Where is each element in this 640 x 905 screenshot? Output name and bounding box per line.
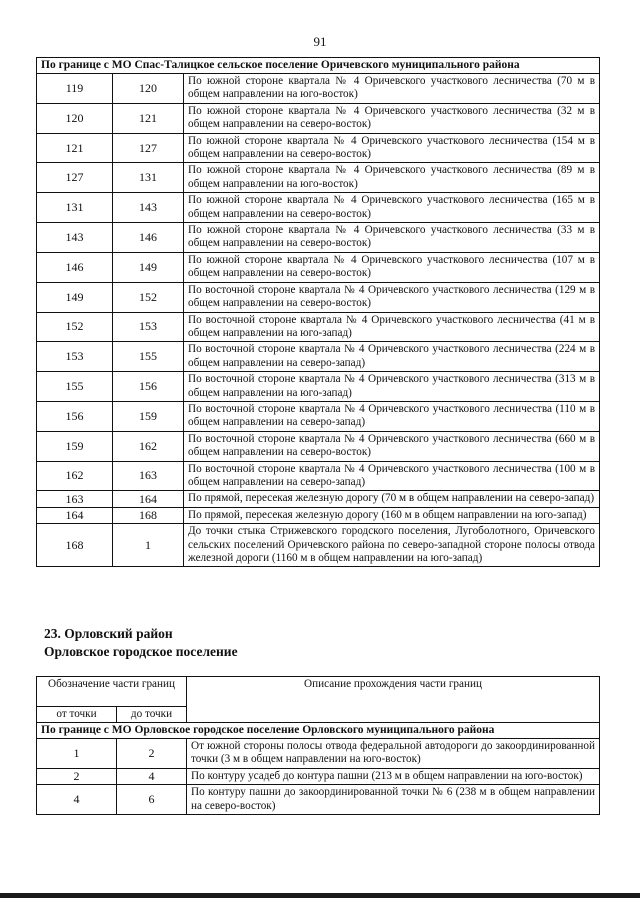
boundary-description: По восточной стороне квартала № 4 Оричевского участкового лесничества (41 м в общем направлении на юго-запад) [184,312,600,342]
point-from: 164 [37,507,113,523]
boundary-description: От южной стороны полосы отвода федеральной автодороги до закоординированной точки (3 м в общем направлении на юго-восток) [187,739,600,769]
table-row [37,431,600,461]
boundary-description: По восточной стороне квартала № 4 Оричевского участкового лесничества (129 м в общем направлении на северо-восток) [184,282,600,312]
point-from: 143 [37,223,113,253]
point-to: 164 [113,491,184,507]
section-row [37,58,600,74]
boundary-description: По прямой, пересекая железную дорогу (160 м в общем направлении на юго-запад) [184,507,600,523]
point-from: 146 [37,252,113,282]
point-to: 1 [113,524,184,567]
point-to: 155 [113,342,184,372]
point-to: 153 [113,312,184,342]
section-title: По границе с МО Орловское городское поселение Орловского муниципального района [37,723,600,739]
point-from: 131 [37,193,113,223]
table-row [37,461,600,491]
table-row [37,768,600,784]
table-row [37,193,600,223]
table-row [37,74,600,104]
boundary-description: По восточной стороне квартала № 4 Оричевского участкового лесничества (313 м в общем направлении на юго-запад) [184,372,600,402]
point-to: 159 [113,401,184,431]
table-row [37,401,600,431]
point-from: 153 [37,342,113,372]
table-row [37,785,600,815]
section-row [37,723,600,739]
boundary-description: По южной стороне квартала № 4 Оричевского участкового лесничества (33 м в общем направлении на северо-восток) [184,223,600,253]
point-to: 162 [113,431,184,461]
table-row [37,312,600,342]
settlement-heading: Орловское городское поселение [44,644,238,659]
header-designation: Обозначение части границ [37,677,187,707]
point-to: 121 [113,103,184,133]
point-from: 159 [37,431,113,461]
point-to: 127 [113,133,184,163]
boundary-description: По контуру усадеб до контура пашни (213 м в общем направлении на юго-восток) [187,768,600,784]
boundary-description: По восточной стороне квартала № 4 Оричевского участкового лесничества (660 м в общем направлении на северо-восток) [184,431,600,461]
table-row [37,372,600,402]
boundary-description: По южной стороне квартала № 4 Оричевского участкового лесничества (107 м в общем направлении на северо-восток) [184,252,600,282]
table-row [37,524,600,567]
point-to: 143 [113,193,184,223]
point-to: 6 [117,785,187,815]
point-from: 155 [37,372,113,402]
table-row [37,103,600,133]
table-row [37,223,600,253]
table-row [37,491,600,507]
point-from: 127 [37,163,113,193]
boundary-description: По восточной стороне квартала № 4 Оричевского участкового лесничества (100 м в общем направлении на северо-запад) [184,461,600,491]
boundary-description: По контуру пашни до закоординированной точки № 6 (238 м в общем направлении на северо-восток) [187,785,600,815]
table-row [37,252,600,282]
point-from: 1 [37,739,117,769]
point-from: 121 [37,133,113,163]
boundary-table-oricha [36,57,600,567]
point-to: 131 [113,163,184,193]
page-number: 91 [313,34,327,49]
point-from: 156 [37,401,113,431]
table-row [37,133,600,163]
header-row [37,677,600,707]
point-to: 146 [113,223,184,253]
boundary-description: По южной стороне квартала № 4 Оричевского участкового лесничества (89 м в общем направлении на юго-восток) [184,163,600,193]
point-to: 163 [113,461,184,491]
boundary-description: По южной стороне квартала № 4 Оричевского участкового лесничества (165 м в общем направлении на северо-восток) [184,193,600,223]
boundary-description: По восточной стороне квартала № 4 Оричевского участкового лесничества (224 м в общем направлении на северо-запад) [184,342,600,372]
footer-rule [0,893,640,898]
point-from: 149 [37,282,113,312]
point-from: 119 [37,74,113,104]
point-from: 163 [37,491,113,507]
boundary-description: По южной стороне квартала № 4 Оричевского участкового лесничества (70 м в общем направлении на юго-восток) [184,74,600,104]
point-to: 149 [113,252,184,282]
table-row [37,739,600,769]
table-row [37,507,600,523]
district-heading: 23. Орловский район [44,626,173,641]
point-from: 162 [37,461,113,491]
boundary-table-orlov [36,676,600,815]
boundary-description: До точки стыка Стрижевского городского поселения, Лугоболотного, Оричевского сельских поселений Оричевского района по северо-западной стороне полосы отвода железной дороги (1160 м в общем направлении на юго-запад) [184,524,600,567]
point-from: 168 [37,524,113,567]
point-to: 4 [117,768,187,784]
point-from: 152 [37,312,113,342]
point-from: 4 [37,785,117,815]
table-row [37,163,600,193]
point-to: 156 [113,372,184,402]
table-row [37,342,600,372]
boundary-description: По южной стороне квартала № 4 Оричевского участкового лесничества (154 м в общем направлении на северо-восток) [184,133,600,163]
point-to: 2 [117,739,187,769]
point-from: 2 [37,768,117,784]
boundary-description: По прямой, пересекая железную дорогу (70 м в общем направлении на северо-запад) [184,491,600,507]
point-to: 168 [113,507,184,523]
boundary-description: По восточной стороне квартала № 4 Оричевского участкового лесничества (110 м в общем направлении на северо-запад) [184,401,600,431]
header-description: Описание прохождения части границ [187,677,600,723]
point-from: 120 [37,103,113,133]
section-title: По границе с МО Спас-Талицкое сельское поселение Оричевского муниципального района [37,58,600,74]
table-row [37,282,600,312]
boundary-description: По южной стороне квартала № 4 Оричевского участкового лесничества (32 м в общем направлении на северо-восток) [184,103,600,133]
point-to: 120 [113,74,184,104]
header-to: до точки [117,707,187,723]
header-from: от точки [37,707,117,723]
point-to: 152 [113,282,184,312]
